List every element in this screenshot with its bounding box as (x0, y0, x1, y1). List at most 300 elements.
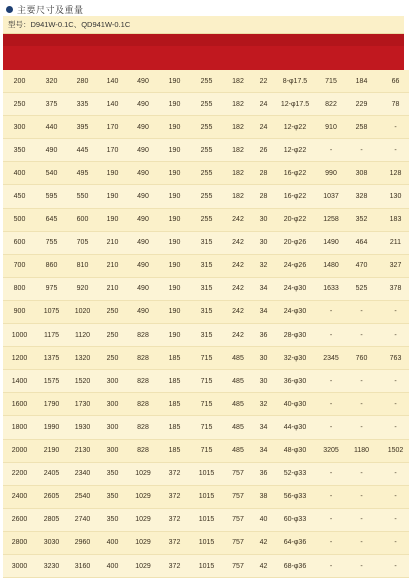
table-cell: 1520 (67, 370, 98, 393)
table-cell: 250 (3, 93, 36, 116)
table-cell: - (377, 393, 409, 416)
table-cell: - (346, 324, 377, 347)
table-cell: 400 (98, 554, 127, 577)
table-cell: 1730 (67, 393, 98, 416)
table-cell: 810 (67, 254, 98, 277)
table-cell: 190 (159, 324, 190, 347)
table-row (3, 162, 409, 185)
table-cell: 2345 (316, 347, 346, 370)
table-cell: 3030 (36, 531, 67, 554)
table-row (3, 300, 409, 323)
table-cell: 24-φ26 (274, 254, 316, 277)
table-cell: 485 (223, 347, 253, 370)
table-cell: 700 (3, 254, 36, 277)
table-cell: 44-φ30 (274, 416, 316, 439)
table-cell: 242 (223, 254, 253, 277)
table-cell: 182 (223, 139, 253, 162)
table-cell: 190 (159, 162, 190, 185)
table-cell: - (346, 416, 377, 439)
table-cell: 715 (190, 393, 223, 416)
table-cell: 490 (127, 208, 159, 231)
table-cell: 315 (190, 254, 223, 277)
table-cell: 229 (346, 93, 377, 116)
table-cell: 60-φ33 (274, 508, 316, 531)
table-cell: 255 (190, 116, 223, 139)
table-cell: 42 (253, 531, 274, 554)
table-row (3, 347, 409, 370)
table-cell: 3160 (67, 554, 98, 577)
table-cell: 56-φ33 (274, 485, 316, 508)
table-cell: - (346, 462, 377, 485)
table-cell: 757 (223, 554, 253, 577)
table-cell: 32 (253, 254, 274, 277)
table-cell: 190 (98, 185, 127, 208)
table-cell: 30 (253, 370, 274, 393)
table-cell: 1015 (190, 485, 223, 508)
table-cell: 470 (346, 254, 377, 277)
table-cell: 182 (223, 70, 253, 93)
table-cell: 1015 (190, 508, 223, 531)
table-cell: 190 (98, 162, 127, 185)
table-cell: 975 (36, 277, 67, 300)
table-cell: - (377, 531, 409, 554)
table-cell: 352 (346, 208, 377, 231)
table-cell: - (316, 531, 346, 554)
table-cell: 350 (98, 462, 127, 485)
table-cell: 1037 (316, 185, 346, 208)
table-cell: 757 (223, 462, 253, 485)
table-cell: 2400 (3, 485, 36, 508)
table-cell: 490 (127, 162, 159, 185)
table-row (3, 485, 409, 508)
table-cell: 1400 (3, 370, 36, 393)
table-cell: 485 (223, 370, 253, 393)
table-cell: 3205 (316, 439, 346, 462)
table-cell: 28-φ30 (274, 324, 316, 347)
table-cell: 1575 (36, 370, 67, 393)
table-cell: 190 (159, 70, 190, 93)
table-cell: 22 (253, 70, 274, 93)
table-cell: 185 (159, 416, 190, 439)
table-cell: 308 (346, 162, 377, 185)
table-cell: 1633 (316, 277, 346, 300)
table-cell: 68-φ36 (274, 554, 316, 577)
table-cell: 822 (316, 93, 346, 116)
table-cell: 464 (346, 231, 377, 254)
table-cell: 2540 (67, 485, 98, 508)
table-row (3, 439, 409, 462)
table-cell: 1015 (190, 554, 223, 577)
table-cell: 372 (159, 462, 190, 485)
table-cell: - (316, 300, 346, 323)
table-cell: 255 (190, 208, 223, 231)
table-cell: - (346, 508, 377, 531)
table-row (3, 370, 409, 393)
table-cell: 2200 (3, 462, 36, 485)
table-cell: 900 (3, 300, 36, 323)
bullet-icon (6, 6, 13, 13)
table-cell: 1800 (3, 416, 36, 439)
table-cell: 190 (159, 231, 190, 254)
table-cell: 255 (190, 139, 223, 162)
table-cell: 250 (98, 324, 127, 347)
table-cell: 210 (98, 277, 127, 300)
table-cell: - (377, 324, 409, 347)
table-cell: - (316, 370, 346, 393)
table-cell: 828 (127, 347, 159, 370)
table-cell: 242 (223, 300, 253, 323)
table-cell: - (346, 370, 377, 393)
table-cell: 130 (377, 185, 409, 208)
table-cell: 490 (36, 139, 67, 162)
table-cell: 490 (127, 300, 159, 323)
table-cell: 490 (127, 116, 159, 139)
table-row (3, 70, 409, 93)
table-cell: 705 (67, 231, 98, 254)
table-cell: - (316, 416, 346, 439)
table-body (3, 70, 409, 578)
table-cell: 400 (98, 531, 127, 554)
table-cell: 920 (67, 277, 98, 300)
table-cell: 2190 (36, 439, 67, 462)
table-cell: - (377, 485, 409, 508)
table-cell: 190 (159, 93, 190, 116)
table-cell: 1029 (127, 508, 159, 531)
table-cell: 255 (190, 162, 223, 185)
table-cell: 1490 (316, 231, 346, 254)
table-cell: - (377, 139, 409, 162)
table-cell: 300 (3, 116, 36, 139)
table-cell: 485 (223, 416, 253, 439)
table-cell: 490 (127, 139, 159, 162)
table-cell: 378 (377, 277, 409, 300)
table-cell: 372 (159, 508, 190, 531)
table-cell: 1000 (3, 324, 36, 347)
table-cell: 645 (36, 208, 67, 231)
table-cell: 3000 (3, 554, 36, 577)
table-cell: 190 (159, 139, 190, 162)
table-cell: 30 (253, 231, 274, 254)
table-cell: 32 (253, 393, 274, 416)
table-cell: 350 (98, 508, 127, 531)
table-cell: 30 (253, 208, 274, 231)
table-cell: 24 (253, 116, 274, 139)
table-cell: 450 (3, 185, 36, 208)
table-row (3, 531, 409, 554)
table-cell: 600 (67, 208, 98, 231)
table-row (3, 116, 409, 139)
table-cell: 211 (377, 231, 409, 254)
table-cell: 440 (36, 116, 67, 139)
table-row (3, 554, 409, 577)
table-cell: 34 (253, 300, 274, 323)
table-cell: 36-φ30 (274, 370, 316, 393)
table-cell: - (316, 554, 346, 577)
table-cell: 12-φ22 (274, 116, 316, 139)
table-cell: 372 (159, 554, 190, 577)
table-cell: 32-φ30 (274, 347, 316, 370)
table-cell: 140 (98, 70, 127, 93)
table-cell: 715 (190, 439, 223, 462)
table-cell: 190 (159, 116, 190, 139)
table-cell: 140 (98, 93, 127, 116)
table-cell: 242 (223, 277, 253, 300)
table-cell: 715 (190, 416, 223, 439)
table-row (3, 324, 409, 347)
model-label: 型号：D941W-0.1C、QD941W-0.1C (3, 16, 404, 34)
table-row (3, 277, 409, 300)
table-row (3, 416, 409, 439)
table-cell: - (316, 139, 346, 162)
table-cell: 1990 (36, 416, 67, 439)
table-cell: 250 (98, 300, 127, 323)
table-cell: 1258 (316, 208, 346, 231)
table-cell: 757 (223, 508, 253, 531)
table-cell: - (316, 324, 346, 347)
table-cell: 595 (36, 185, 67, 208)
table-cell: 490 (127, 231, 159, 254)
table-cell: 395 (67, 116, 98, 139)
table-cell: 2805 (36, 508, 67, 531)
table-cell: 1029 (127, 462, 159, 485)
table-cell: 500 (3, 208, 36, 231)
table-cell: 828 (127, 324, 159, 347)
table-cell: 335 (67, 93, 98, 116)
table-cell: 190 (159, 185, 190, 208)
table-cell: 255 (190, 70, 223, 93)
table-cell: 24-φ30 (274, 300, 316, 323)
table-cell: 52-φ33 (274, 462, 316, 485)
table-cell: - (346, 139, 377, 162)
table-cell: 1790 (36, 393, 67, 416)
table-cell: 190 (98, 208, 127, 231)
table-cell: 1015 (190, 531, 223, 554)
section-title (6, 2, 84, 16)
table-cell: 300 (98, 416, 127, 439)
table-cell: 828 (127, 370, 159, 393)
table-cell: 715 (190, 370, 223, 393)
table-cell: 1502 (377, 439, 409, 462)
table-cell: 185 (159, 347, 190, 370)
table-cell: 400 (3, 162, 36, 185)
table-cell: - (346, 554, 377, 577)
table-header (3, 34, 404, 70)
table-cell: 1375 (36, 347, 67, 370)
table-cell: 490 (127, 254, 159, 277)
table-cell: 16-φ22 (274, 162, 316, 185)
table-cell: 3230 (36, 554, 67, 577)
table-row (3, 254, 409, 277)
table-cell: 490 (127, 277, 159, 300)
table-cell: 757 (223, 531, 253, 554)
table-cell: - (346, 393, 377, 416)
table-cell: - (316, 508, 346, 531)
table-cell: 30 (253, 347, 274, 370)
table-cell: 372 (159, 531, 190, 554)
table-cell: 36 (253, 462, 274, 485)
table-cell: 1015 (190, 462, 223, 485)
table-cell: 12-φ17.5 (274, 93, 316, 116)
dimension-table (3, 16, 404, 578)
table-row (3, 185, 409, 208)
table-row (3, 93, 409, 116)
table-cell: 34 (253, 439, 274, 462)
table-cell: 12-φ22 (274, 139, 316, 162)
table-cell: 190 (159, 277, 190, 300)
table-cell: 210 (98, 231, 127, 254)
table-cell: 183 (377, 208, 409, 231)
table-cell: 350 (98, 485, 127, 508)
table-cell: 445 (67, 139, 98, 162)
data-table (3, 70, 409, 578)
table-row (3, 208, 409, 231)
table-cell: 182 (223, 185, 253, 208)
table-cell: 255 (190, 185, 223, 208)
table-cell: - (377, 116, 409, 139)
table-cell: 328 (346, 185, 377, 208)
table-cell: 300 (98, 393, 127, 416)
table-cell: 828 (127, 439, 159, 462)
table-cell: 42 (253, 554, 274, 577)
table-cell: 48-φ30 (274, 439, 316, 462)
table-cell: 315 (190, 277, 223, 300)
table-cell: 2740 (67, 508, 98, 531)
table-cell: 320 (36, 70, 67, 93)
table-cell: 250 (98, 347, 127, 370)
table-cell: 255 (190, 93, 223, 116)
table-cell: 185 (159, 439, 190, 462)
table-cell: 540 (36, 162, 67, 185)
table-cell: 485 (223, 393, 253, 416)
table-cell: - (377, 554, 409, 577)
table-cell: 170 (98, 116, 127, 139)
table-cell: 828 (127, 416, 159, 439)
table-cell: - (316, 462, 346, 485)
table-cell: 2000 (3, 439, 36, 462)
table-cell: - (346, 531, 377, 554)
table-cell: 170 (98, 139, 127, 162)
table-cell: 372 (159, 485, 190, 508)
table-cell: 755 (36, 231, 67, 254)
table-cell: - (316, 485, 346, 508)
table-cell: 40-φ30 (274, 393, 316, 416)
table-cell: 300 (98, 370, 127, 393)
table-cell: 2960 (67, 531, 98, 554)
table-cell: 182 (223, 162, 253, 185)
table-cell: - (377, 462, 409, 485)
table-cell: 38 (253, 485, 274, 508)
table-row (3, 139, 409, 162)
table-cell: 34 (253, 277, 274, 300)
table-cell: 210 (98, 254, 127, 277)
table-row (3, 462, 409, 485)
table-cell: 190 (159, 254, 190, 277)
table-cell: 715 (316, 70, 346, 93)
table-cell: 715 (190, 347, 223, 370)
table-cell: 26 (253, 139, 274, 162)
table-cell: 763 (377, 347, 409, 370)
table-cell: 828 (127, 393, 159, 416)
table-cell: 1029 (127, 485, 159, 508)
table-cell: 800 (3, 277, 36, 300)
table-cell: 182 (223, 116, 253, 139)
table-cell: 860 (36, 254, 67, 277)
table-cell: 315 (190, 231, 223, 254)
table-cell: - (377, 416, 409, 439)
table-cell: 185 (159, 370, 190, 393)
table-cell: 495 (67, 162, 98, 185)
table-cell: 2405 (36, 462, 67, 485)
table-cell: 1075 (36, 300, 67, 323)
table-cell: 1180 (346, 439, 377, 462)
table-row (3, 231, 409, 254)
table-cell: 184 (346, 70, 377, 93)
table-cell: 242 (223, 231, 253, 254)
table-row (3, 393, 409, 416)
table-cell: 1480 (316, 254, 346, 277)
table-cell: 2130 (67, 439, 98, 462)
table-cell: 36 (253, 324, 274, 347)
table-cell: 327 (377, 254, 409, 277)
table-cell: 242 (223, 324, 253, 347)
table-cell: 300 (98, 439, 127, 462)
table-cell: 190 (159, 208, 190, 231)
table-cell: 485 (223, 439, 253, 462)
table-cell: 760 (346, 347, 377, 370)
table-cell: - (377, 508, 409, 531)
table-cell: 242 (223, 208, 253, 231)
table-cell: - (316, 393, 346, 416)
table-cell: 350 (3, 139, 36, 162)
table-cell: 66 (377, 70, 409, 93)
table-cell: 28 (253, 185, 274, 208)
table-cell: 1600 (3, 393, 36, 416)
table-cell: 2605 (36, 485, 67, 508)
table-cell: 375 (36, 93, 67, 116)
table-cell: 64-φ36 (274, 531, 316, 554)
table-cell: 315 (190, 324, 223, 347)
table-cell: 34 (253, 416, 274, 439)
table-cell: - (377, 370, 409, 393)
table-cell: 24 (253, 93, 274, 116)
table-cell: 490 (127, 93, 159, 116)
table-cell: 24-φ30 (274, 277, 316, 300)
table-cell: 20-φ22 (274, 208, 316, 231)
table-cell: - (377, 300, 409, 323)
table-cell: 910 (316, 116, 346, 139)
table-cell: 280 (67, 70, 98, 93)
table-cell: 128 (377, 162, 409, 185)
table-row (3, 508, 409, 531)
table-cell: 190 (159, 300, 190, 323)
table-cell: 20-φ26 (274, 231, 316, 254)
table-cell: 600 (3, 231, 36, 254)
table-cell: 1200 (3, 347, 36, 370)
section-title-text: 主要尺寸及重量 (17, 4, 84, 15)
table-cell: 182 (223, 93, 253, 116)
table-cell: - (346, 485, 377, 508)
table-cell: 990 (316, 162, 346, 185)
table-cell: 28 (253, 162, 274, 185)
table-cell: 185 (159, 393, 190, 416)
table-cell: 200 (3, 70, 36, 93)
table-cell: 1029 (127, 554, 159, 577)
table-cell: 550 (67, 185, 98, 208)
table-cell: 1320 (67, 347, 98, 370)
table-cell: 1120 (67, 324, 98, 347)
table-cell: 1930 (67, 416, 98, 439)
table-cell: 490 (127, 185, 159, 208)
